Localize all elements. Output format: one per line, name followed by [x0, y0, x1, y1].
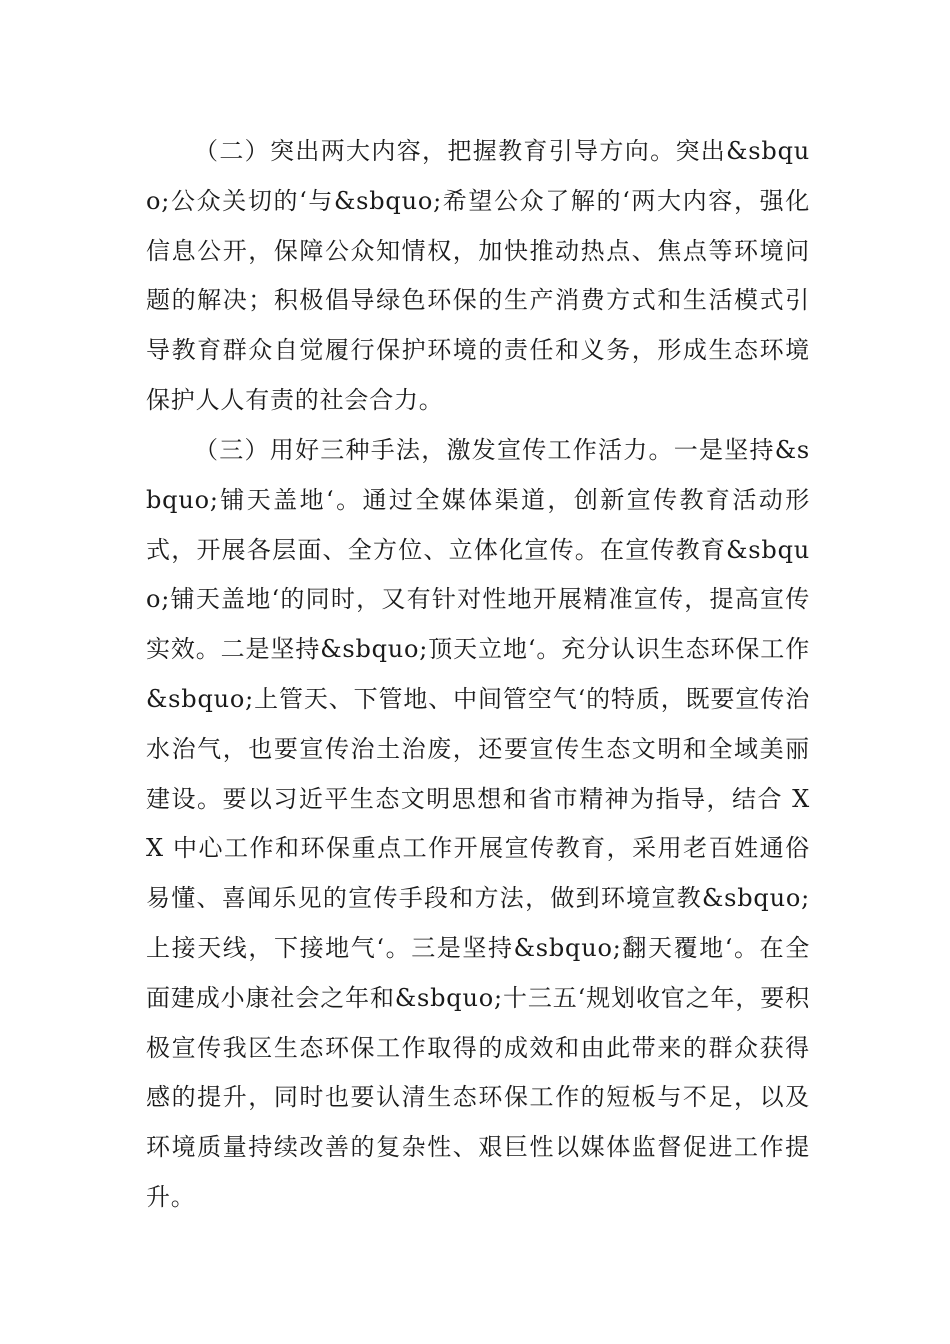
paragraph-three-methods: （三）用好三种手法，激发宣传工作活力。一是坚持&sbquo;铺天盖地‘。通过全媒体渠道，创新宣传教育活动形式，开展各层面、全方位、立体化宣传。在宣传教育&sbquo;铺天盖地‘的同时，又有针对性地开展精准宣传，提高宣传实效。二是坚持&sbquo;顶天立地‘。充分认识生态环保工作&sbquo;上管天、下管地、中间管空气‘的特质，既要宣传治水治气，也要宣传治土治废，还要宣传生态文明和全域美丽建设。要以习近平生态文明思想和省市精神为指导，结合 XX 中心工作和环保重点工作开展宣传教育，采用老百姓通俗易懂、喜闻乐见的宣传手段和方法，做到环境宣教&sbquo;上接天线，下接地气‘。三是坚持&sbquo;翻天覆地‘。在全面建成小康社会之年和&sbquo;十三五‘规划收官之年，要积极宣传我区生态环保工作取得的成效和由此带来的群众获得感的提升，同时也要认清生态环保工作的短板与不足，以及环境质量持续改善的复杂性、艰巨性以媒体监督促进工作提升。 — [146, 436, 810, 1211]
paragraph-two-contents: （二）突出两大内容，把握教育引导方向。突出&sbquo;公众关切的‘与&sbquo;希望公众了解的‘两大内容，强化信息公开，保障公众知情权，加快推动热点、焦点等环境问题的解决；积极倡导绿色环保的生产消费方式和生活模式引导教育群众自觉履行保护环境的责任和义务，形成生态环境保护人人有责的社会合力。 — [146, 137, 810, 414]
